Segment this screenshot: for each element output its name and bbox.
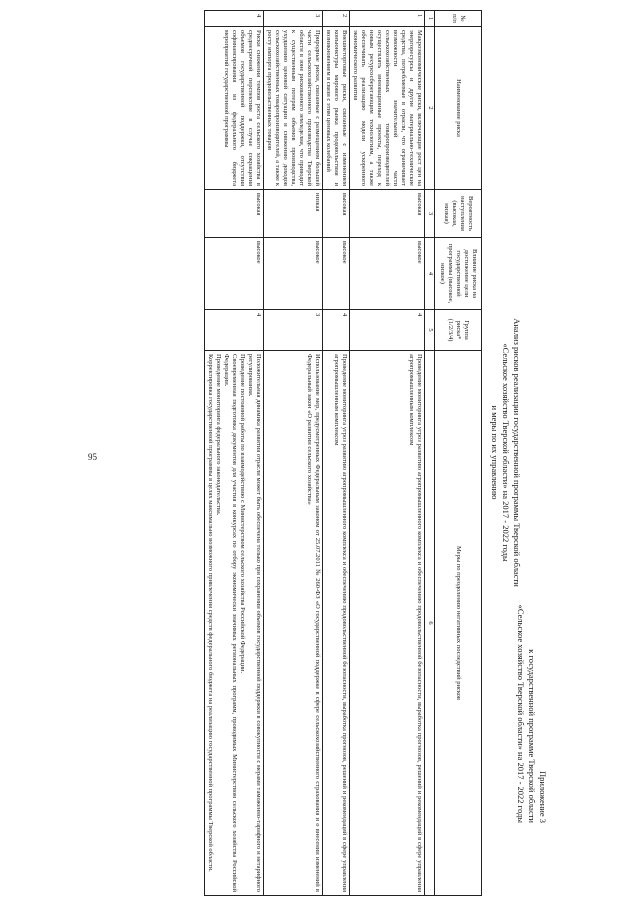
risk-impact: высокое <box>323 238 350 310</box>
measure-item: Использование мер, предусмотренных Федеральным законом от 25.07.2011 № 260-ФЗ «О государственной поддержке в сфере сельскохозяйственного страхования и о внесении изменений в Федеральный закон «О развитии сельского хозяйства» <box>306 354 321 892</box>
risk-measures <box>205 351 264 896</box>
table-row <box>350 11 425 896</box>
header-num: № п/п <box>435 11 482 27</box>
row-number: 2 <box>323 11 350 27</box>
risk-probability: высокая <box>323 190 350 238</box>
title-line: и меры по их управлению <box>490 405 500 500</box>
risk-measures <box>323 351 350 896</box>
col-number: 6 <box>425 351 435 896</box>
risk-name: Внешнеторговые риски, связанные с изменением конъюнктуры мирового рынка продовольствия и возникновением в связи с этим ценовых колебаний <box>323 27 350 190</box>
appendix-line: «Сельское хозяйство Тверской области» на 2017 - 2022 годы <box>516 604 526 823</box>
header-probability: Вероятность наступления (высокая, низкая) <box>435 190 482 238</box>
measure-item: Проведение постоянной работы по взаимодействию с Министерством сельского хозяйства Российской Федерации. <box>239 354 246 674</box>
table-row <box>205 11 264 896</box>
risk-name: Макроэкономические риски, включающие рост цен на энергоресурсы и другие материально-технические средства, потребляемые в отрасли, что ограничивает возможности значительной части сельскохозяйственных товаропроизводителей осуществлять инновационные проекты, переход к новым ресурсосберегающим технологиям, а также обеспечивать реализацию модели ускоренного экономического развития <box>350 27 425 190</box>
header-risk-name: Наименование риска <box>435 27 482 190</box>
table-header-row <box>435 11 482 896</box>
risk-group: 4 <box>350 310 425 351</box>
risk-impact: высокое <box>350 238 425 310</box>
risk-probability: высокая <box>205 190 264 238</box>
title-line: Анализ рисков реализации государственной программы Тверской области <box>512 318 522 587</box>
risk-measures <box>350 351 425 896</box>
col-number: 4 <box>425 238 435 310</box>
risk-name: Риски снижения темпов роста сельского хозяйства в среднесрочной перспективе в случае сокращения объемов государственной поддержки, отсутствия софинансирования из федерального бюджета мероприятий государственной программы <box>205 27 264 190</box>
row-number: 4 <box>205 11 264 27</box>
measure-item: Проведение мониторинга федерального законодательства. <box>215 354 222 516</box>
appendix-line: к государственной программе Тверской области <box>527 649 537 823</box>
row-number: 1 <box>350 11 425 27</box>
col-number: 1 <box>425 11 435 27</box>
risk-impact: высокое <box>264 238 323 310</box>
measure-item: Положительная динамика развития отрасли может быть обеспечена только при сохранении объемов государственной поддержки в совокупности с мерами таможенно-тарифного и нетарифного регулирования. <box>247 354 262 892</box>
risk-table <box>204 10 482 896</box>
row-number: 3 <box>264 11 323 27</box>
risk-probability: высокая <box>350 190 425 238</box>
risk-impact: высокое <box>205 238 264 310</box>
col-number: 3 <box>425 190 435 238</box>
table-row <box>264 11 323 896</box>
measure-item: Проведение мониторинга угроз развитию агропромышленного комплекса и обеспечению продовольственной безопасности, выработка прогнозов, решений и рекомендаций в сфере управления агропромышленным комплексом <box>408 354 423 892</box>
appendix-line: Приложение 3 <box>538 771 548 823</box>
page-number: 95 <box>88 452 97 462</box>
header-group: Группа риска* (1/2/3/4) <box>435 310 482 351</box>
col-number: 5 <box>425 310 435 351</box>
measure-item: Своевременная подготовка документов для участия в конкурсах по отбору экономически значимых региональных программ, проводимых Министерством сельского хозяйства Российской Федерации. <box>223 354 238 892</box>
risk-group: 4 <box>205 310 264 351</box>
document-title <box>489 0 522 905</box>
risk-measures <box>264 351 323 896</box>
risk-name: Природные риски, связанные с размещением большей части сельскохозяйственного производства Тверской области в зоне рискованного земледелия, что приводит к существенным потерям объемов производства, ухудшению ценовой ситуации и снижению доходов сельскохозяйственных товаропроизводителей, а также к росту импорта продовольственных товаров <box>264 27 323 190</box>
title-line: «Сельское хозяйство Тверской области» на 2017 - 2022 годы <box>501 343 511 562</box>
risk-group: 3 <box>264 310 323 351</box>
risk-group: 4 <box>323 310 350 351</box>
measure-item: Проведение мониторинга угроз развитию агропромышленного комплекса и обеспечению продовольственной безопасности, выработка прогнозов, решений и рекомендаций в сфере управления агропромышленным комплексом <box>333 354 348 892</box>
column-number-row <box>425 11 435 896</box>
table-row <box>323 11 350 896</box>
header-measures: Меры по преодолению негативных последствий рисков <box>435 351 482 896</box>
measure-item: Корректировка государственной программы в целях максимально возможного привлечения средств федерального бюджета на реализацию государственной программы Тверской области. <box>207 354 214 872</box>
risk-probability: низкая <box>264 190 323 238</box>
col-number: 2 <box>425 27 435 190</box>
header-impact: Влияние риска на достижение цели государственной программы (высокое, низкое) <box>435 238 482 310</box>
